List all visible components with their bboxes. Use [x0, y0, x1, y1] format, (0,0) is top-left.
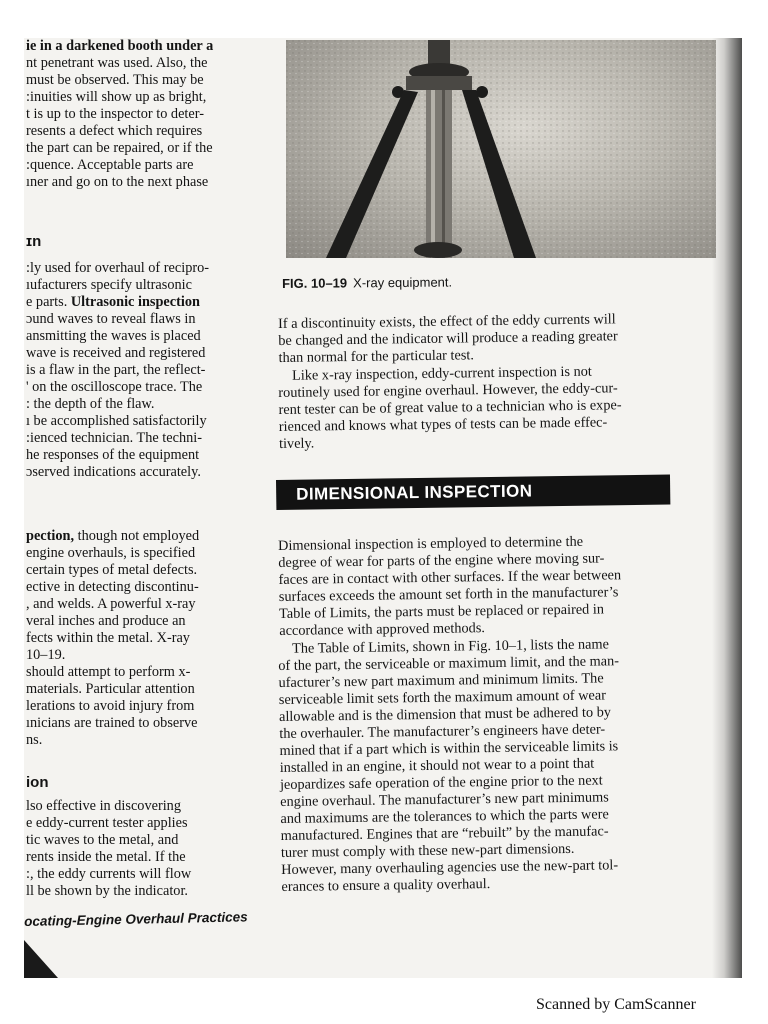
text-line: ns.: [26, 732, 43, 748]
right-paragraph-4: [278, 635, 702, 896]
left-heading-2: ion: [26, 774, 49, 791]
text-line: of the part, the serviceable or maximum limit, and the man-: [278, 653, 620, 674]
text-line: :ienced technician. The techni-: [26, 430, 202, 446]
scanner-watermark: Scanned by CamScanner: [536, 996, 696, 1013]
text-line: fects within the metal. X-ray: [26, 630, 190, 646]
text-line: jeopardizes safe operation of the engine prior to the next: [279, 772, 603, 793]
text-line: 10–19.: [26, 647, 66, 663]
text-line: serviceable limit sets forth the maximum amount of wear: [278, 687, 607, 708]
text-line: and maximums are the tolerances to which the parts were: [280, 806, 609, 827]
text-line: t is up to the inspector to deter-: [26, 106, 204, 122]
section-heading-dimensional-inspection: DIMENSIONAL INSPECTION: [276, 474, 670, 509]
text-line: pection, though not employed: [26, 528, 200, 544]
text-line: mined that if a part which is within the serviceable limits is: [279, 738, 619, 759]
text-line: rent tester can be of great value to a technician who is expe-: [278, 397, 622, 418]
left-text-block-1: [26, 38, 256, 191]
text-line: engine overhauls, is specified: [26, 545, 196, 561]
text-line: :inuities will show up as bright,: [26, 89, 207, 105]
text-line: turer must comply with these new-part dimensions.: [280, 840, 575, 861]
text-line: materials. Particular attention: [26, 681, 195, 697]
text-line: surfaces exceeds the amount set forth in the manufacturer’s: [278, 584, 619, 605]
text-line: lerations to avoid injury from: [26, 698, 195, 714]
text-line: rents inside the metal. If the: [26, 849, 186, 865]
text-line: ınicians are trained to observe: [26, 715, 198, 731]
text-line: The Table of Limits, shown in Fig. 10–1, lists the name: [291, 636, 610, 657]
text-line: However, many overhauling agencies use the new-part tol-: [281, 857, 619, 878]
left-text-block-4: [26, 798, 256, 900]
figure-caption: [282, 275, 452, 291]
text-line: Dimensional inspection is employed to determine the: [278, 533, 584, 554]
text-line: he responses of the equipment: [26, 447, 200, 463]
left-heading-1: ɪn: [26, 233, 42, 250]
right-paragraph-1: [278, 310, 699, 367]
text-line: accordance with approved methods.: [279, 620, 486, 639]
text-line: than normal for the particular test.: [278, 347, 475, 366]
text-line: routinely used for engine overhaul. However, the eddy-cur-: [278, 380, 618, 401]
text-line: ıner and go on to the next phase: [26, 174, 209, 190]
text-line: ɔund waves to reveal flaws in: [26, 311, 196, 327]
left-text-block-2: [26, 260, 256, 481]
text-line: be changed and the indicator will produce a reading greater: [278, 328, 618, 349]
text-line: :quence. Acceptable parts are: [26, 157, 194, 173]
text-line: allowable and is the dimension that must be adhered to by: [278, 704, 612, 725]
text-line: If a discontinuity exists, the effect of the eddy currents will: [278, 311, 616, 332]
text-line: veral inches and produce an: [26, 613, 186, 629]
text-line: Like x-ray inspection, eddy-current inspection is not: [291, 363, 592, 384]
text-line: certain types of metal defects.: [26, 562, 198, 578]
text-line: ufacturer’s new part maximum and minimum limits. The: [278, 670, 604, 691]
text-line: :, the eddy currents will flow: [26, 866, 192, 882]
text-line: , and welds. A powerful x-ray: [26, 596, 196, 612]
figure-label: FIG. 10–19: [282, 275, 348, 291]
text-line: nt penetrant was used. Also, the: [26, 55, 208, 71]
text-line: Table of Limits, the parts must be replaced or repaired in: [278, 601, 605, 622]
text-line: ll be shown by the indicator.: [26, 883, 189, 899]
text-line: ' on the oscilloscope trace. The: [26, 379, 203, 395]
text-line: lso effective in discovering: [26, 798, 181, 814]
text-line: tively.: [278, 435, 315, 452]
text-line: rienced and knows what types of tests can be made effec-: [278, 414, 608, 435]
text-line: must be observed. This may be: [26, 72, 204, 88]
text-line: is a flaw in the part, the reflect-: [26, 362, 206, 378]
text-line: engine overhaul. The manufacturer’s new part minimums: [280, 789, 609, 810]
text-line: faces are in contact with other surfaces. If the wear between: [278, 567, 622, 588]
page-edge-shadow: [712, 38, 742, 978]
text-line: should attempt to perform x-: [26, 664, 191, 680]
text-line: installed in an engine, it should not wear to a point that: [279, 755, 595, 776]
text-line: the overhauler. The manufacturer’s engineers have deter-: [279, 721, 606, 742]
text-line: e eddy-current tester applies: [26, 815, 188, 831]
right-paragraph-2: [278, 362, 699, 453]
tripod-illustration: [286, 40, 716, 258]
text-line: ective in detecting discontinu-: [26, 579, 199, 595]
text-line: erances to ensure a quality overhaul.: [281, 876, 491, 895]
text-line: ie in a darkened booth under a: [26, 38, 214, 54]
text-line: e parts. Ultrasonic inspection: [26, 294, 200, 310]
figure-caption-text: X-ray equipment.: [353, 274, 453, 291]
text-line: :ly used for overhaul of recipro-: [26, 260, 210, 276]
scanned-page: [24, 38, 742, 978]
page-corner-shadow: [24, 940, 58, 978]
text-line: ansmitting the waves is placed: [26, 328, 201, 344]
text-line: the part can be repaired, or if the: [26, 140, 213, 156]
text-line: manufactured. Engines that are “rebuilt” by the manufac-: [280, 823, 609, 844]
text-line: degree of wear for parts of the engine where moving sur-: [278, 550, 605, 571]
text-line: ı be accomplished satisfactorily: [26, 413, 207, 429]
text-line: wave is received and registered: [26, 345, 206, 361]
left-text-block-3: [26, 528, 256, 749]
right-paragraph-3: [278, 532, 699, 640]
text-line: : the depth of the flaw.: [26, 396, 155, 412]
text-line: ıufacturers specify ultrasonic: [26, 277, 192, 293]
text-line: ɔserved indications accurately.: [26, 464, 201, 480]
text-line: tic waves to the metal, and: [26, 832, 179, 848]
text-line: resents a defect which requires: [26, 123, 203, 139]
xray-equipment-photo: [286, 40, 716, 258]
page-footer: ocating-Engine Overhaul Practices: [24, 909, 248, 929]
